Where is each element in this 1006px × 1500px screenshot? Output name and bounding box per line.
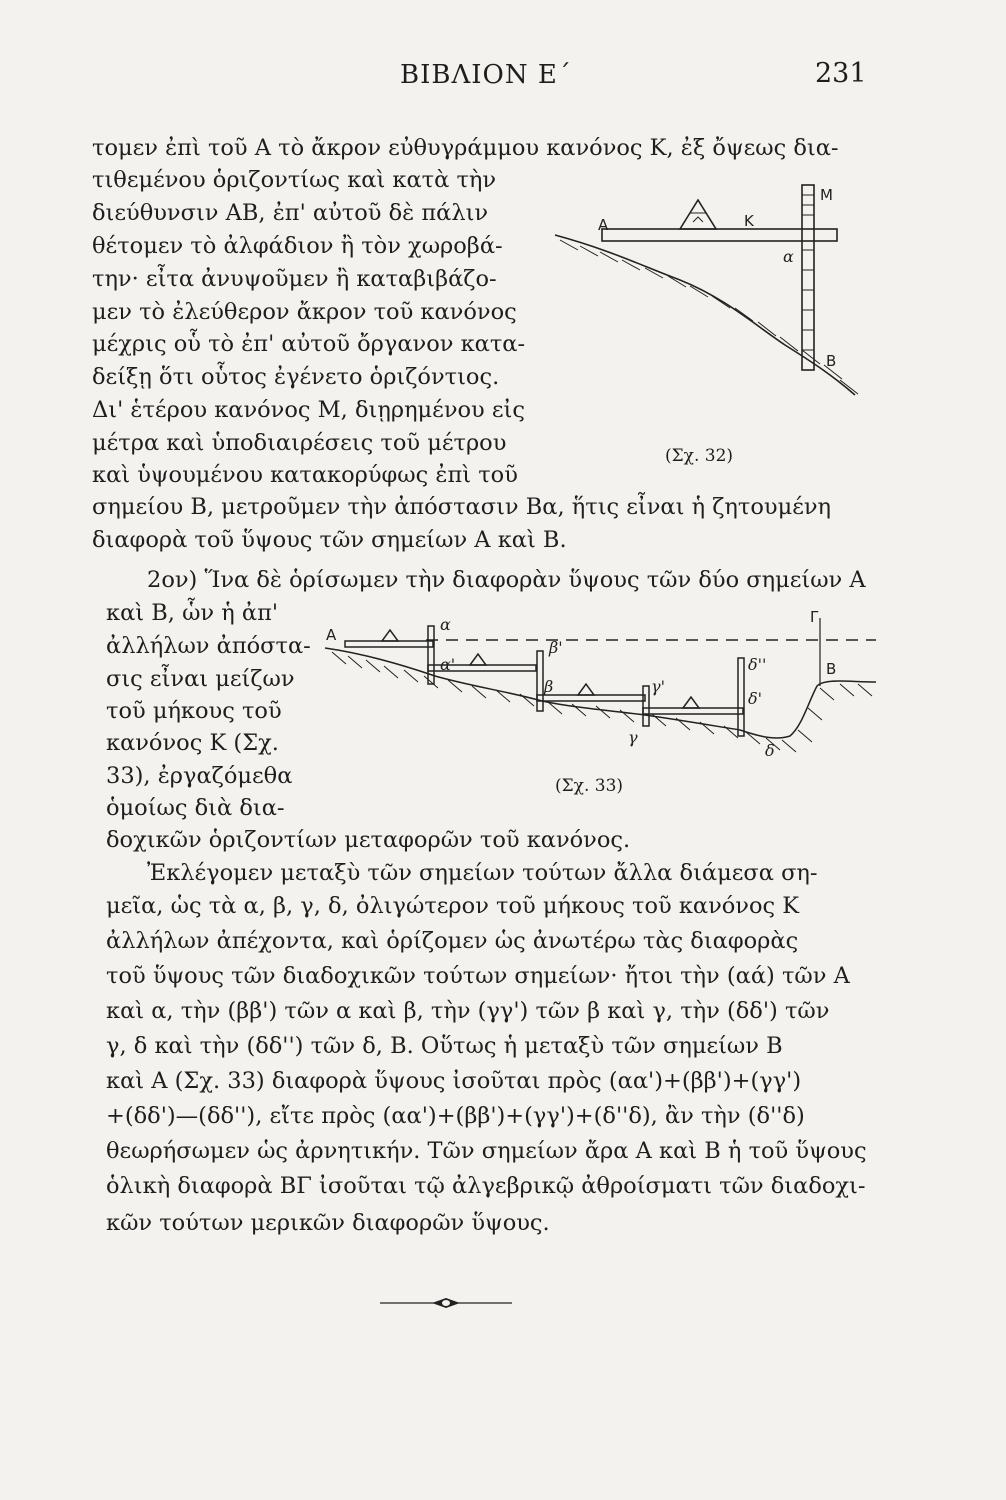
text-line: 33), ἐργαζόμεθα bbox=[106, 763, 293, 789]
text-line: μέτρα καὶ ὑποδιαιρέσεις τοῦ μέτρου bbox=[92, 430, 507, 456]
ornament-divider bbox=[380, 1296, 512, 1310]
label-b: B bbox=[826, 660, 837, 678]
figure-caption: (Σχ. 32) bbox=[665, 446, 734, 466]
text-line: ἀλλήλων ἀπόστα- bbox=[106, 633, 311, 659]
label-b: B bbox=[826, 352, 837, 370]
text-line: τοῦ μήκους τοῦ bbox=[106, 698, 282, 724]
text-line: μεν τὸ ἐλεύθερον ἄκρον τοῦ κανόνος bbox=[92, 299, 517, 325]
figure-33 bbox=[320, 608, 880, 778]
label-beta: β bbox=[544, 677, 554, 696]
text-line: δοχικῶν ὁριζοντίων μεταφορῶν τοῦ κανόνος. bbox=[106, 827, 631, 853]
label-alpha-prime: α' bbox=[440, 655, 456, 674]
terrain-slope bbox=[555, 235, 855, 395]
text-line: θέτομεν τὸ ἀλφάδιον ἢ τὸν χωροβά- bbox=[92, 233, 503, 259]
figure-caption: (Σχ. 33) bbox=[555, 776, 624, 796]
text-line: καὶ Α (Σχ. 33) διαφορὰ ὕψους ἰσοῦται πρὸς (αα')+(ββ')+(γγ') bbox=[106, 1068, 802, 1094]
text-line: Δι' ἑτέρου κανόνος Μ, διῃρημένου εἰς bbox=[92, 397, 525, 423]
label-delta-dprime: δ'' bbox=[748, 655, 767, 674]
text-line: μέχρις οὗ τὸ ἐπ' αὐτοῦ ὄργανον κατα- bbox=[92, 331, 526, 357]
text-line: γ, δ καὶ τὴν (δδ'') τῶν δ, Β. Οὕτως ἡ μεταξὺ τῶν σημείων Β bbox=[106, 1033, 783, 1059]
text-line: σις εἶναι μείζων bbox=[106, 666, 295, 692]
label-k: K bbox=[744, 212, 754, 230]
label-alpha: α bbox=[783, 247, 794, 266]
text-line: σημείου Β, μετροῦμεν τὴν ἀπόστασιν Βα, ἥτις εἶναι ἡ ζητουμένη bbox=[92, 494, 832, 520]
text-line: κῶν τούτων μερικῶν διαφορῶν ὕψους. bbox=[106, 1210, 550, 1236]
label-delta-prime: δ' bbox=[748, 689, 763, 708]
text-line: θεωρήσωμεν ὡς ἀρνητικήν. Τῶν σημείων ἄρα Α καὶ Β ἡ τοῦ ὕψους bbox=[106, 1138, 867, 1164]
text-line: διαφορὰ τοῦ ὕψους τῶν σημείων Α καὶ Β. bbox=[92, 527, 567, 553]
text-line: ἀλλήλων ἀπέχοντα, καὶ ὁρίζομεν ὡς ἀνωτέρω τὰς διαφορὰς bbox=[106, 928, 799, 954]
text-line: διεύθυνσιν ΑΒ, ἐπ' αὐτοῦ δὲ πάλιν bbox=[92, 200, 489, 226]
text-line: Ἐκλέγομεν μεταξὺ τῶν σημείων τούτων ἄλλα διάμεσα ση- bbox=[147, 860, 818, 886]
label-gamma: γ bbox=[628, 728, 638, 747]
label-gamma-prime: γ' bbox=[651, 677, 665, 696]
text-line: κανόνος Κ (Σχ. bbox=[106, 730, 279, 756]
label-a: A bbox=[598, 216, 609, 234]
figure-32 bbox=[550, 180, 890, 420]
text-line: τιθεμένου ὁριζοντίως καὶ κατὰ τὴν bbox=[92, 167, 497, 193]
text-line: μεῖα, ὡς τὰ α, β, γ, δ, ὀλιγώτερον τοῦ μήκους τοῦ κανόνος Κ bbox=[106, 893, 800, 919]
page-number: 231 bbox=[815, 58, 867, 89]
text-line: ὁλικὴ διαφορὰ ΒΓ ἰσοῦται τῷ ἀλγεβρικῷ ἀθροίσματι τῶν διαδοχι- bbox=[106, 1173, 866, 1199]
label-alpha: α bbox=[440, 615, 451, 634]
label-m: M bbox=[820, 186, 833, 204]
text-line: τομεν ἐπὶ τοῦ Α τὸ ἄκρον εὐθυγράμμου κανόνος Κ, ἐξ ὄψεως δια- bbox=[92, 135, 839, 161]
text-line: καὶ α, τὴν (ββ') τῶν α καὶ β, τὴν (γγ') τῶν β καὶ γ, τὴν (δδ') τῶν bbox=[106, 998, 830, 1024]
text-line: καὶ Β, ὧν ἡ ἀπ' bbox=[106, 600, 279, 626]
label-delta: δ bbox=[765, 741, 775, 760]
text-line: την· εἶτα ἀνυψοῦμεν ἢ καταβιβάζο- bbox=[92, 266, 497, 292]
text-line: τοῦ ὕψους τῶν διαδοχικῶν τούτων σημείων· ἤτοι τὴν (αά) τῶν Α bbox=[106, 963, 850, 989]
rod-m bbox=[802, 185, 814, 370]
label-beta-prime: β' bbox=[549, 638, 563, 657]
text-line: ὁμοίως διὰ δια- bbox=[106, 795, 285, 821]
text-line: καὶ ὑψουμένου κατακορύφως ἐπὶ τοῦ bbox=[92, 462, 518, 488]
label-gamma-capital: Γ bbox=[810, 608, 819, 626]
text-line: +(δδ')—(δδ''), εἴτε πρὸς (αα')+(ββ')+(γγ')+(δ''δ), ἂν τὴν (δ''δ) bbox=[106, 1103, 805, 1129]
text-line: 2ον) Ἵνα δὲ ὁρίσωμεν τὴν διαφορὰν ὕψους τῶν δύο σημείων Α bbox=[147, 567, 866, 593]
running-header: ΒΙΒΛΙΟΝ Ε΄ bbox=[400, 60, 572, 90]
label-a: A bbox=[326, 626, 337, 644]
text-line: δείξῃ ὅτι οὗτος ἐγένετο ὁριζόντιος. bbox=[92, 364, 500, 390]
level-instrument bbox=[680, 200, 716, 229]
